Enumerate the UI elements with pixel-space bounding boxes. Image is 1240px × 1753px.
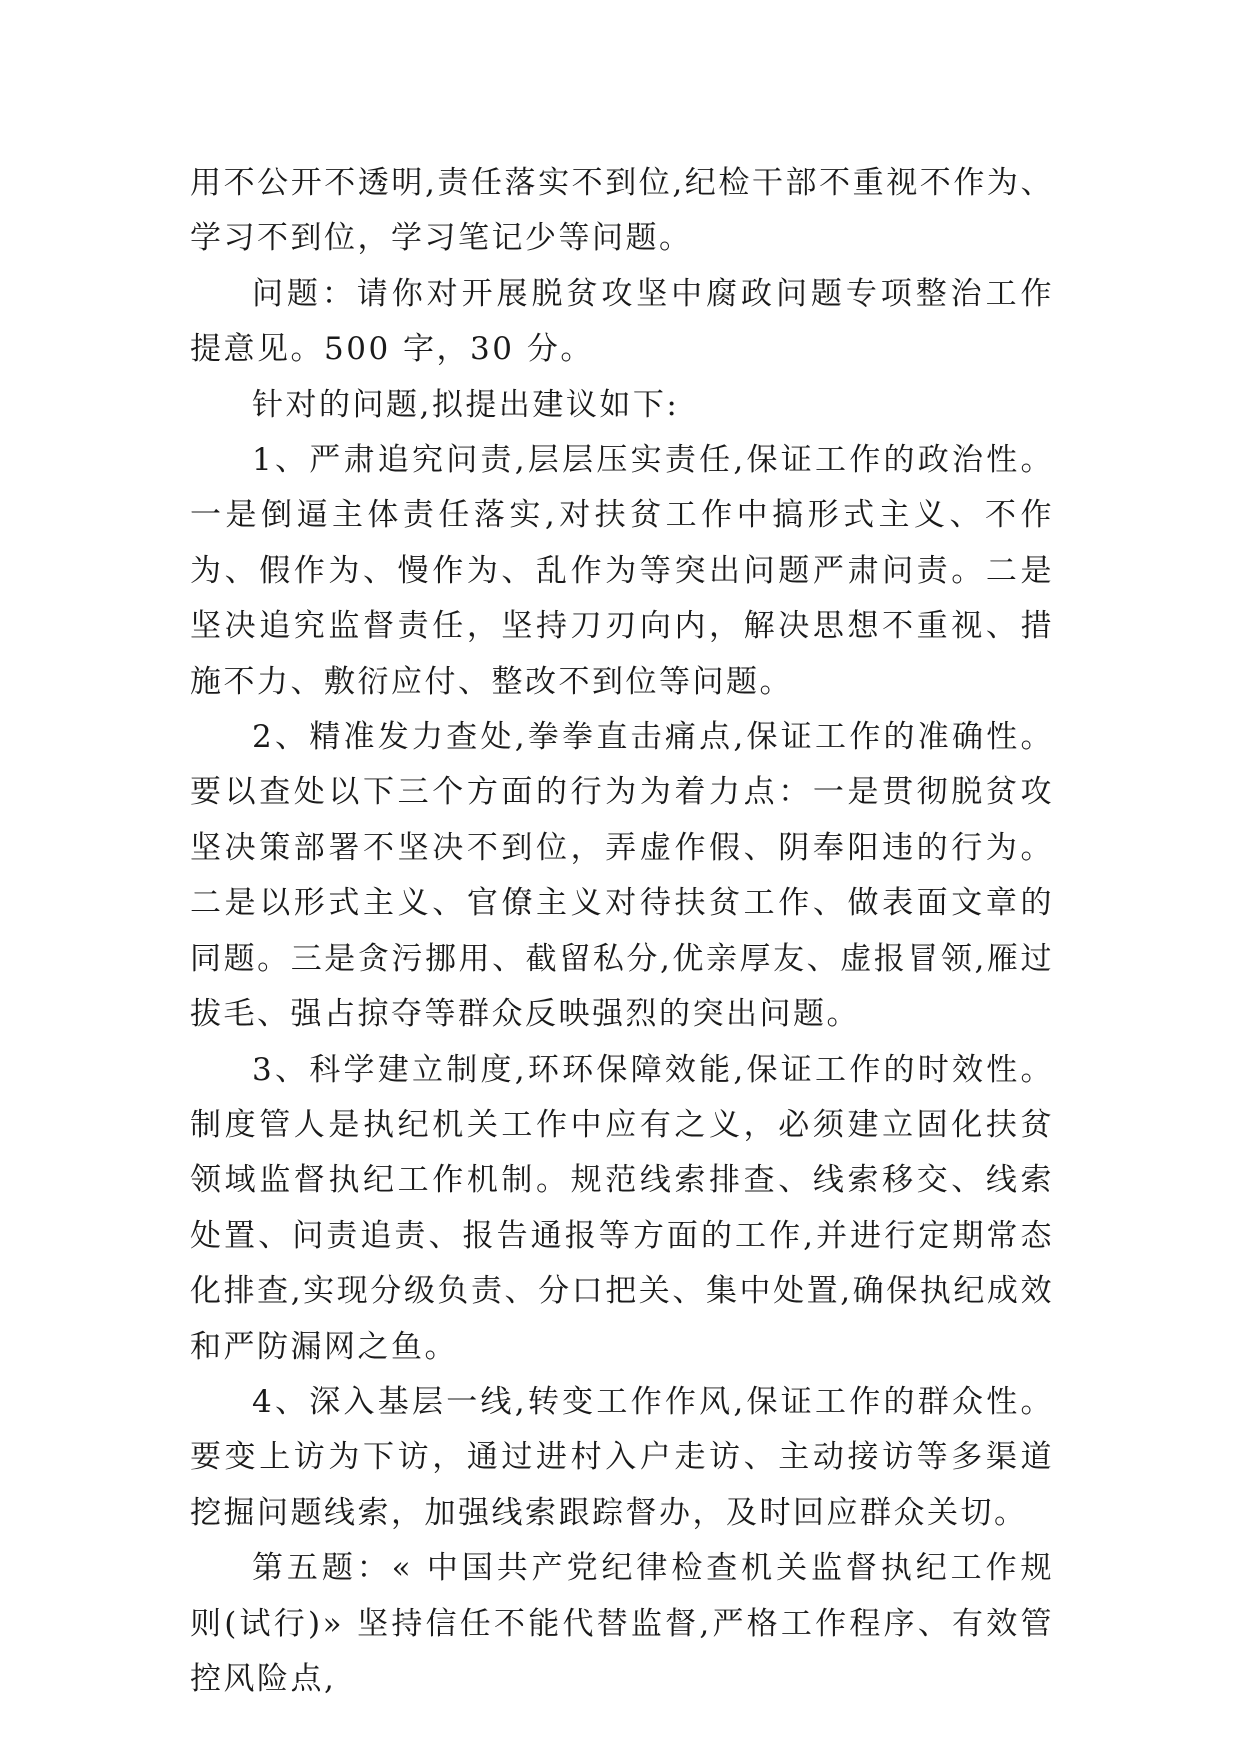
paragraph-question: 问题：请你对开展脱贫攻坚中腐政问题专项整治工作提意见。500 字，30 分。 [190, 275, 1054, 368]
paragraph-point-1: 1、严肃追究问责,层层压实责任,保证工作的政治性。一是倒逼主体责任落实,对扶贫工作中搞形式主义、不作为、假作为、慢作为、乱作为等突出问题严肃问责。二是坚决追究监督责任，坚持刀刃向内，解决思想不重视、措施不力、敷衍应付、整改不到位等问题。 [190, 442, 1054, 700]
paragraph-point-3: 3、科学建立制度,环环保障效能,保证工作的时效性。制度管人是执纪机关工作中应有之义，必须建立固化扶贫领域监督执纪工作机制。规范线索排查、线索移交、线索处置、问责追责、报告通报等方面的工作,并进行定期常态化排查,实现分级负责、分口把关、集中处置,确保执纪成效和严防漏网之鱼。 [190, 1051, 1054, 1365]
body-text [190, 156, 1054, 1707]
paragraph-point-4: 4、深入基层一线,转变工作作风,保证工作的群众性。要变上访为下访，通过进村入户走访、主动接访等多渠道挖掘问题线索，加强线索跟踪督办，及时回应群众关切。 [190, 1383, 1054, 1531]
paragraph-continued: 用不公开不透明,责任落实不到位,纪检干部不重视不作为、学习不到位，学习笔记少等问题。 [190, 165, 1054, 257]
paragraph-question-5: 第五题：« 中国共产党纪律检查机关监督执纪工作规则(试行)» 坚持信任不能代替监督,严格工作程序、有效管控风险点, [190, 1550, 1054, 1697]
paragraph-point-2: 2、精准发力查处,拳拳直击痛点,保证工作的准确性。要以查处以下三个方面的行为为着力点：一是贯彻脱贫攻坚决策部署不坚决不到位，弄虚作假、阴奉阳违的行为。二是以形式主义、官僚主义对待扶贫工作、做表面文章的同题。三是贪污挪用、截留私分,优亲厚友、虚报冒领,雁过拔毛、强占掠夺等群众反映强烈的突出问题。 [190, 719, 1054, 1033]
paragraph-intro: 针对的问题,拟提出建议如下: [252, 386, 680, 423]
